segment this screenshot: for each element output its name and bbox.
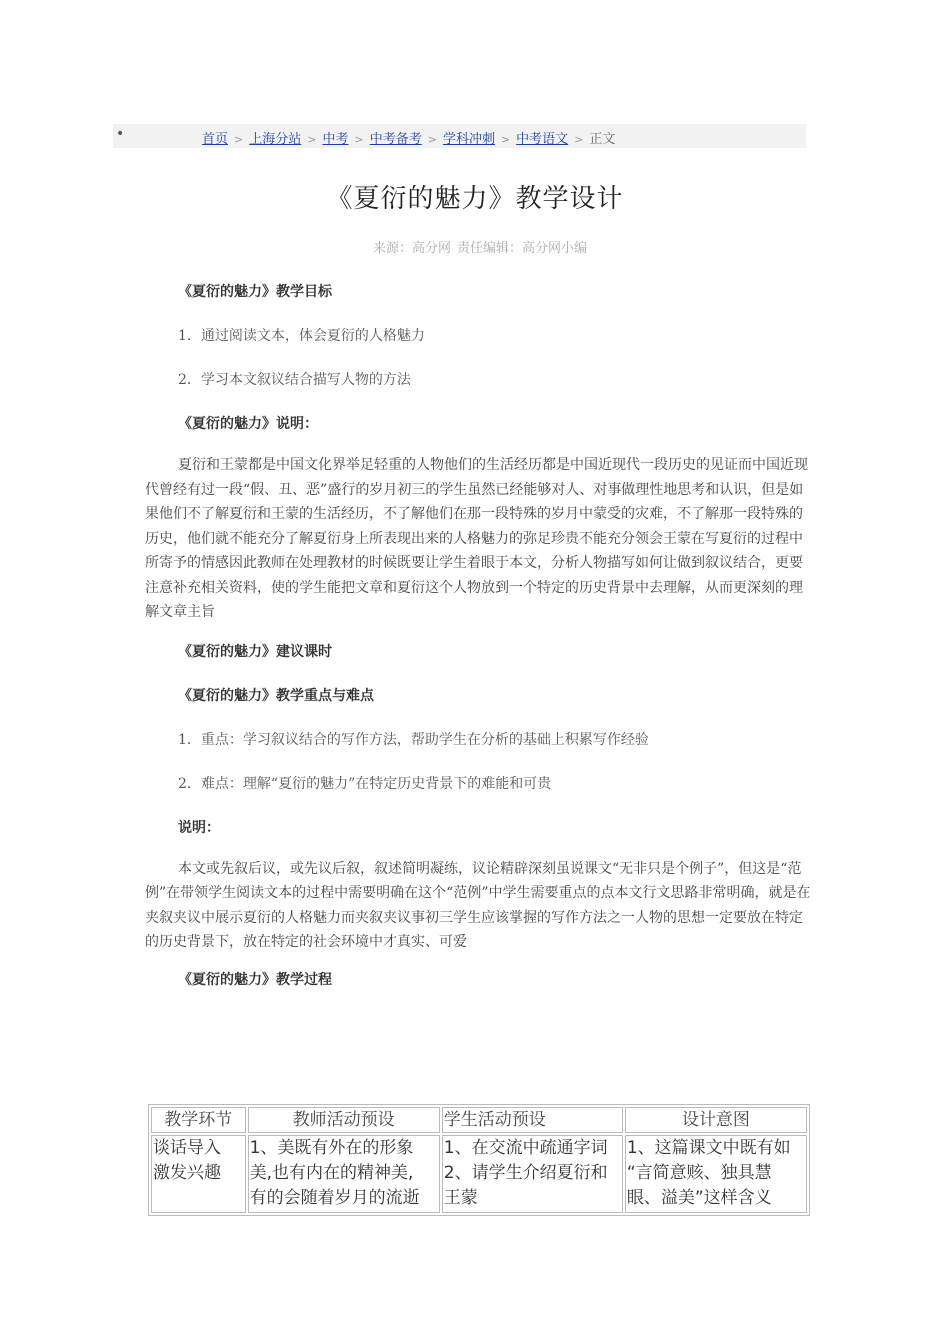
- section-heading-process: 《夏衍的魅力》教学过程: [178, 971, 332, 988]
- breadcrumb-link-shanghai[interactable]: 上海分站: [249, 132, 302, 147]
- article-editor: 责任编辑：高分网小编: [457, 241, 588, 256]
- section-heading-key: 《夏衍的魅力》教学重点与难点: [178, 687, 374, 704]
- cell-line: 谈话导入: [153, 1138, 221, 1158]
- cell-line: 王蒙: [443, 1188, 478, 1208]
- chevron-right-icon: >: [500, 133, 511, 146]
- chevron-right-icon: >: [427, 133, 437, 146]
- cell-line: 美,也有内在的精神美,: [249, 1163, 414, 1183]
- article-body: [145, 281, 815, 991]
- key-item-2: 2．难点：理解“夏衍的魅力”在特定历史背景下的难能和可贵: [178, 775, 552, 792]
- cell-line: “言简意赅、独具慧: [626, 1163, 772, 1183]
- table-header: 教师活动预设: [248, 1107, 440, 1133]
- table-cell-stage: [151, 1135, 246, 1213]
- breadcrumb-links: [202, 128, 615, 147]
- table-cell-student: [442, 1135, 623, 1213]
- table-header: 教学环节: [151, 1107, 246, 1133]
- section-heading-hours: 《夏衍的魅力》建议课时: [178, 643, 332, 660]
- note-paragraph: 本文或先叙后议，或先议后叙，叙述简明凝练，议论精辟深刻虽说课文“无非只是个例子”，但这是“范例”在带领学生阅读文本的过程中需要明确在这个“范例”中学生需要重点的点本文行文思路非常明确，就是在夹叙夹议中展示夏衍的人格魅力而夹叙夹议事初三学生应该掌握的写作方法之一人物的思想一定要放在特定的历史背景下，放在特定的社会环境中才真实、可爱: [145, 860, 811, 950]
- key-item-1: 1．重点：学习叙议结合的写作方法，帮助学生在分析的基础上积累写作经验: [178, 731, 649, 748]
- section-heading-explain: 《夏衍的魅力》说明：: [178, 416, 318, 432]
- teaching-process-table: [148, 1104, 810, 1216]
- cell-line: 激发兴趣: [153, 1163, 221, 1183]
- table-header: 学生活动预设: [442, 1107, 623, 1133]
- cell-line: 有的会随着岁月的流逝: [249, 1188, 420, 1208]
- article-source: 来源：高分网: [372, 241, 451, 256]
- cell-line: 眼、溢美”这样含义: [626, 1188, 772, 1208]
- goal-item-2: 2．学习本文叙议结合描写人物的方法: [178, 372, 411, 388]
- cell-line: 1、美既有外在的形象: [249, 1138, 414, 1158]
- breadcrumb-link-chinese[interactable]: 中考语文: [516, 132, 569, 147]
- breadcrumb-current: 正文: [589, 132, 616, 147]
- goal-item-1: 1．通过阅读文本，体会夏衍的人格魅力: [178, 328, 425, 344]
- chevron-right-icon: >: [354, 133, 364, 146]
- explain-paragraph: 夏衍和王蒙都是中国文化界举足轻重的人物他们的生活经历都是中国近现代一段历史的见证而中国近现代曾经有过一段“假、丑、恶”盛行的岁月初三的学生虽然已经能够对人、对事做理性地思考和认识，但是如果他们不了解夏衍和王蒙的生活经历，不了解他们在那一段特殊的岁月中蒙受的灾难，不了解那一段特殊的历史，他们就不能充分了解夏衍身上所表现出来的人格魅力的弥足珍贵不能充分领会王蒙在写夏衍的过程中所寄予的情感因此教师在处理教材的时候既要让学生着眼于本文，分析人物描写如何让做到叙议结合，更要注意补充相关资料，使的学生能把文章和夏衍这个人物放到一个特定的历史背景中去理解，从而更深刻的理解文章主旨: [145, 457, 808, 620]
- breadcrumb-link-prep[interactable]: 中考备考: [369, 132, 422, 147]
- chevron-right-icon: >: [234, 133, 244, 146]
- table-cell-teacher: [248, 1135, 440, 1213]
- section-heading-note: 说明：: [178, 819, 220, 836]
- cell-line: 2、请学生介绍夏衍和: [443, 1163, 608, 1183]
- article-title: 《夏衍的魅力》教学设计: [326, 184, 624, 214]
- table-header: 设计意图: [625, 1107, 807, 1133]
- breadcrumb: [113, 124, 806, 148]
- table-row: [151, 1135, 807, 1213]
- breadcrumb-bullet: •: [116, 126, 125, 142]
- table-header-row: [151, 1107, 807, 1133]
- article-meta: [0, 237, 950, 256]
- section-heading-goals: 《夏衍的魅力》教学目标: [178, 284, 332, 300]
- cell-line: 1、在交流中疏通字词: [443, 1138, 608, 1158]
- chevron-right-icon: >: [574, 133, 584, 146]
- table-cell-intent: [625, 1135, 807, 1213]
- cell-line: 1、这篇课文中既有如: [626, 1138, 791, 1158]
- breadcrumb-link-home[interactable]: 首页: [202, 132, 229, 147]
- chevron-right-icon: >: [307, 133, 317, 146]
- breadcrumb-link-sprint[interactable]: 学科冲刺: [442, 132, 495, 147]
- breadcrumb-link-zhongkao[interactable]: 中考: [322, 132, 349, 147]
